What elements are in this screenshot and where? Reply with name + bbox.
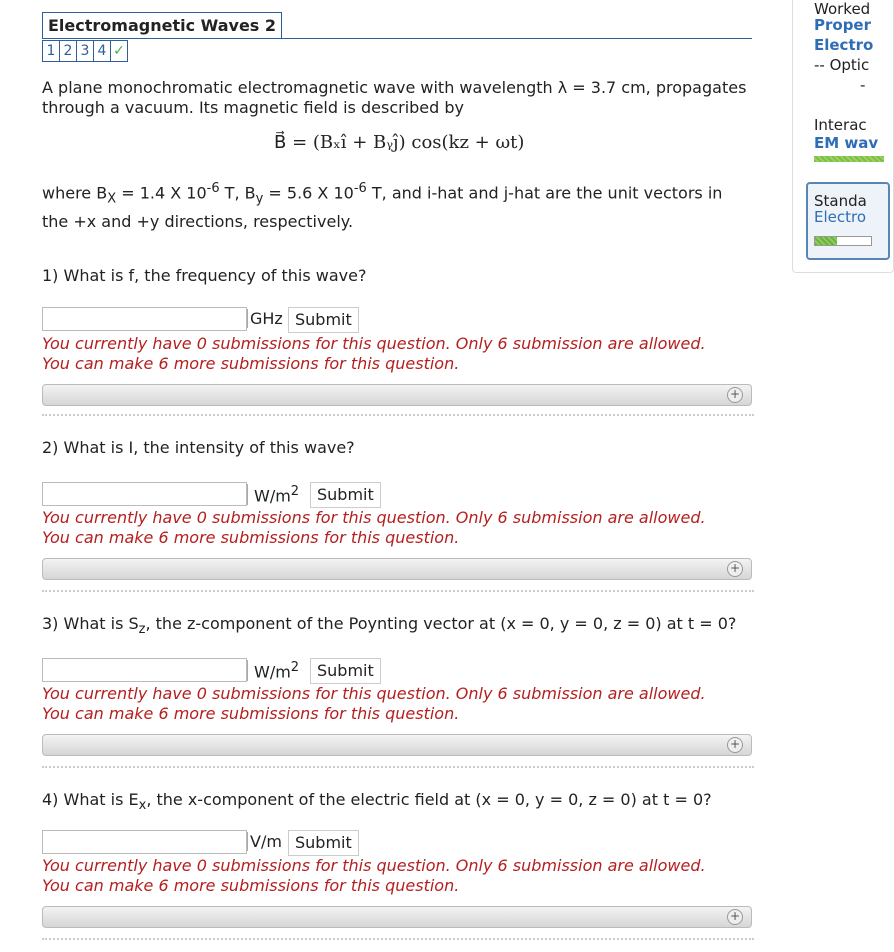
sim-progress-bar [814,236,872,246]
divider [42,938,754,940]
question-3-answer [42,658,742,684]
sidebar-link-em-wave[interactable]: EM wav [814,134,879,152]
divider [42,590,754,592]
where-line-2: the +x and +y directions, respectively. [42,211,354,231]
intro-line-2: through a vacuum. Its magnetic field is described by [42,98,464,117]
answer-input-4[interactable] [42,830,247,854]
unit-3: $W/m^2$ [247,660,299,681]
answer-input-2[interactable] [42,482,247,506]
answer-input-1[interactable] [42,307,247,331]
hint-bar-4[interactable] [42,906,752,928]
expand-plus-icon[interactable]: + [727,737,743,753]
submit-button-3[interactable]: Submit [310,658,381,684]
unit-2: $W/m^2$ [247,484,299,505]
answer-input-3[interactable] [42,658,247,682]
unit-4: V/m [247,832,282,851]
hint-bar-3[interactable] [42,734,752,756]
check-icon[interactable]: ✓ [110,40,128,62]
tab-3[interactable]: 3 [76,40,94,62]
sidebar-worked: Worked [814,0,871,18]
question-1-answer [42,307,742,333]
submit-button-4[interactable]: Submit [288,830,359,856]
hint-bar-2[interactable] [42,558,752,580]
page-title: Electromagnetic Waves 2 [42,12,282,38]
question-4-answer [42,830,742,856]
sidebar-optic: -- Optic [814,56,870,74]
tab-4[interactable]: 4 [93,40,111,62]
tab-1[interactable]: 1 [42,40,60,62]
submission-message-4: You currently have 0 submissions for this question. Only 6 submission are allowed. You can make 6 more submissions for this question. [42,856,706,895]
intro-line-1: A plane monochromatic electromagnetic wave with wavelength λ = 3.7 cm, propagates [42,78,747,97]
submission-message-2: You currently have 0 submissions for this question. Only 6 submission are allowed. You can make 6 more submissions for this question. [42,508,706,547]
progress-stripe [814,156,884,162]
expand-plus-icon[interactable]: + [727,561,743,577]
question-1-label: 1) What is f, the frequency of this wave? [42,266,367,285]
question-2-answer [42,482,742,508]
sidebar-link-proper[interactable]: Proper [814,16,872,34]
problem-tabs [42,40,127,62]
hint-bar-1[interactable] [42,384,752,406]
question-2-label: 2) What is I, the intensity of this wave? [42,438,355,457]
sidebar-link-electro-2[interactable]: Electro [814,208,867,226]
divider [42,766,754,768]
tab-2[interactable]: 2 [59,40,77,62]
unit-1: GHz [247,309,283,328]
submit-button-2[interactable]: Submit [310,482,381,508]
submission-message-1: You currently have 0 submissions for this question. Only 6 submission are allowed. You can make 6 more submissions for this question. [42,334,706,373]
question-4-label: 4) What is $E_x$, the x-component of the electric field at (x = 0, y = 0, z = 0) at t = 0? [42,790,712,814]
magnetic-field-equation: B⃗ = (Bₓî + Bᵧĵ) cos(kz + ωt) [274,132,525,153]
expand-plus-icon[interactable]: + [727,909,743,925]
sidebar-standard: Standa [814,192,867,210]
sidebar-dash: - [860,76,866,94]
title-row [42,12,752,39]
problem-intro [42,78,754,118]
submission-message-3: You currently have 0 submissions for this question. Only 6 submission are allowed. You can make 6 more submissions for this question. [42,684,706,723]
sidebar-interactive: Interac [814,116,867,134]
where-line-1: where $B_X = 1.4$ X $10^{-6}$ T, $B_y = 5.6$ X $10^{-6}$ T, and i-hat and j-hat are the unit vectors in [42,181,723,207]
submit-button-1[interactable]: Submit [288,307,359,333]
divider [42,414,754,416]
question-3-label: 3) What is $S_z$, the z-component of the Poynting vector at (x = 0, y = 0, z = 0) at t = 0? [42,614,737,638]
expand-plus-icon[interactable]: + [727,387,743,403]
sidebar-link-electro[interactable]: Electro [814,36,874,54]
problem-where [42,178,754,233]
